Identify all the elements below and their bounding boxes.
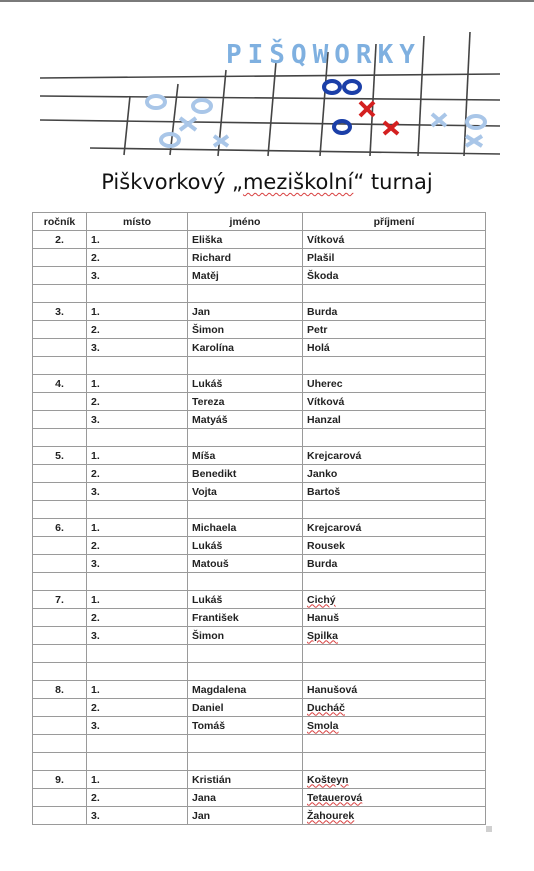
table-row-blank: [33, 429, 486, 447]
last-name-cell: [303, 411, 486, 429]
empty-cell: [33, 753, 87, 771]
grade-cell: [33, 609, 87, 627]
table-row: [33, 627, 486, 645]
empty-cell: [87, 429, 188, 447]
last-name-text: Košteyn: [307, 773, 349, 786]
results-table: [32, 212, 486, 825]
place-cell: 3.: [87, 411, 188, 429]
last-name-cell: [303, 465, 486, 483]
empty-cell: [33, 573, 87, 591]
grade-cell: [33, 807, 87, 825]
table-row: [33, 555, 486, 573]
top-rule: [0, 0, 534, 2]
grade-cell: 8.: [33, 681, 87, 699]
page-title: [0, 170, 534, 194]
column-header-first-name: jméno: [188, 213, 303, 231]
empty-cell: [188, 285, 303, 303]
first-name-cell: Jana: [188, 789, 303, 807]
grade-cell: 7.: [33, 591, 87, 609]
place-cell: 2.: [87, 393, 188, 411]
place-cell: 2.: [87, 699, 188, 717]
table-row: [33, 339, 486, 357]
place-cell: 3.: [87, 555, 188, 573]
empty-cell: [33, 357, 87, 375]
grade-cell: 9.: [33, 771, 87, 789]
grade-cell: [33, 411, 87, 429]
place-cell: 3.: [87, 267, 188, 285]
last-name-text: Hanušová: [307, 683, 358, 696]
grade-cell: [33, 483, 87, 501]
grade-cell: [33, 717, 87, 735]
last-name-cell: [303, 249, 486, 267]
first-name-cell: Magdalena: [188, 681, 303, 699]
place-cell: 1.: [87, 519, 188, 537]
empty-cell: [87, 357, 188, 375]
last-name-cell: [303, 519, 486, 537]
grade-cell: 5.: [33, 447, 87, 465]
first-name-cell: Jan: [188, 303, 303, 321]
grade-cell: 2.: [33, 231, 87, 249]
last-name-cell: [303, 627, 486, 645]
last-name-cell: [303, 789, 486, 807]
empty-cell: [303, 357, 486, 375]
last-name-text: Holá: [307, 341, 330, 354]
first-name-cell: Lukáš: [188, 591, 303, 609]
place-cell: 1.: [87, 771, 188, 789]
last-name-text: Cichý: [307, 593, 336, 606]
last-name-cell: [303, 699, 486, 717]
place-cell: 1.: [87, 447, 188, 465]
last-name-cell: [303, 537, 486, 555]
empty-cell: [188, 645, 303, 663]
last-name-cell: [303, 807, 486, 825]
table-row: [33, 681, 486, 699]
grade-cell: 3.: [33, 303, 87, 321]
first-name-cell: Matyáš: [188, 411, 303, 429]
results-body: [33, 231, 486, 825]
empty-cell: [87, 735, 188, 753]
grade-cell: 4.: [33, 375, 87, 393]
last-name-cell: [303, 555, 486, 573]
last-name-text: Krejcarová: [307, 449, 362, 462]
empty-cell: [188, 573, 303, 591]
page-corner-mark: [486, 826, 492, 832]
last-name-text: Krejcarová: [307, 521, 362, 534]
empty-cell: [87, 285, 188, 303]
empty-cell: [303, 735, 486, 753]
last-name-cell: [303, 303, 486, 321]
title-accent: meziškolní: [242, 170, 354, 194]
grade-cell: [33, 249, 87, 267]
table-row: [33, 303, 486, 321]
last-name-cell: [303, 483, 486, 501]
first-name-cell: Vojta: [188, 483, 303, 501]
empty-cell: [33, 501, 87, 519]
last-name-cell: [303, 609, 486, 627]
first-name-cell: Jan: [188, 807, 303, 825]
first-name-cell: Karolína: [188, 339, 303, 357]
table-row: [33, 321, 486, 339]
last-name-cell: [303, 375, 486, 393]
place-cell: 3.: [87, 717, 188, 735]
table-row-blank: [33, 645, 486, 663]
table-row: [33, 519, 486, 537]
first-name-cell: Míša: [188, 447, 303, 465]
place-cell: 2.: [87, 321, 188, 339]
table-row-blank: [33, 285, 486, 303]
empty-cell: [87, 573, 188, 591]
table-row-blank: [33, 501, 486, 519]
empty-cell: [303, 285, 486, 303]
empty-cell: [303, 753, 486, 771]
table-row-blank: [33, 735, 486, 753]
table-row: [33, 807, 486, 825]
first-name-cell: Eliška: [188, 231, 303, 249]
empty-cell: [303, 573, 486, 591]
empty-cell: [303, 663, 486, 681]
column-header-grade: ročník: [33, 213, 87, 231]
place-cell: 3.: [87, 807, 188, 825]
grade-cell: [33, 465, 87, 483]
title-pre: Piškvorkový „: [101, 170, 243, 194]
last-name-cell: [303, 771, 486, 789]
place-cell: 2.: [87, 249, 188, 267]
first-name-cell: Tereza: [188, 393, 303, 411]
last-name-text: Vítková: [307, 395, 345, 408]
logo-text: PIŠQWORKY: [226, 40, 421, 70]
empty-cell: [33, 285, 87, 303]
grade-cell: [33, 393, 87, 411]
place-cell: 2.: [87, 789, 188, 807]
place-cell: 3.: [87, 627, 188, 645]
empty-cell: [188, 357, 303, 375]
first-name-cell: Benedikt: [188, 465, 303, 483]
last-name-cell: [303, 681, 486, 699]
place-cell: 1.: [87, 375, 188, 393]
table-row: [33, 393, 486, 411]
empty-cell: [188, 753, 303, 771]
place-cell: 3.: [87, 339, 188, 357]
grade-cell: 6.: [33, 519, 87, 537]
table-row: [33, 249, 486, 267]
last-name-text: Hanzal: [307, 413, 341, 426]
empty-cell: [303, 429, 486, 447]
last-name-cell: [303, 321, 486, 339]
last-name-text: Tetauerová: [307, 791, 363, 804]
place-cell: 2.: [87, 609, 188, 627]
last-name-text: Petr: [307, 323, 328, 336]
table-row-blank: [33, 753, 486, 771]
first-name-cell: Lukáš: [188, 537, 303, 555]
empty-cell: [33, 663, 87, 681]
grade-cell: [33, 627, 87, 645]
last-name-text: Burda: [307, 557, 338, 570]
table-row: [33, 267, 486, 285]
last-name-text: Žahourek: [307, 809, 355, 822]
last-name-cell: [303, 717, 486, 735]
last-name-text: Hanuš: [307, 611, 340, 624]
empty-cell: [87, 501, 188, 519]
last-name-text: Škoda: [307, 269, 339, 282]
grade-cell: [33, 789, 87, 807]
first-name-cell: Michaela: [188, 519, 303, 537]
last-name-cell: [303, 267, 486, 285]
grade-cell: [33, 321, 87, 339]
empty-cell: [188, 663, 303, 681]
table-row-blank: [33, 573, 486, 591]
last-name-text: Uherec: [307, 377, 343, 390]
table-row: [33, 483, 486, 501]
place-cell: 2.: [87, 465, 188, 483]
grade-cell: [33, 555, 87, 573]
empty-cell: [303, 501, 486, 519]
grade-cell: [33, 537, 87, 555]
last-name-text: Spilka: [307, 629, 338, 642]
place-cell: 3.: [87, 483, 188, 501]
last-name-cell: [303, 447, 486, 465]
place-cell: 2.: [87, 537, 188, 555]
table-row: [33, 789, 486, 807]
last-name-text: Bartoš: [307, 485, 341, 498]
last-name-cell: [303, 591, 486, 609]
last-name-cell: [303, 231, 486, 249]
grade-cell: [33, 339, 87, 357]
empty-cell: [188, 429, 303, 447]
table-row: [33, 231, 486, 249]
table-row: [33, 771, 486, 789]
first-name-cell: Tomáš: [188, 717, 303, 735]
table-header-row: [33, 213, 486, 231]
last-name-text: Plašil: [307, 251, 335, 264]
first-name-cell: Šimon: [188, 627, 303, 645]
table-row: [33, 447, 486, 465]
first-name-cell: Richard: [188, 249, 303, 267]
first-name-cell: Daniel: [188, 699, 303, 717]
place-cell: 1.: [87, 591, 188, 609]
last-name-text: Smola: [307, 719, 339, 732]
empty-cell: [87, 663, 188, 681]
empty-cell: [87, 645, 188, 663]
empty-cell: [303, 645, 486, 663]
place-cell: 1.: [87, 681, 188, 699]
last-name-text: Vítková: [307, 233, 345, 246]
table-row: [33, 465, 486, 483]
table-row: [33, 411, 486, 429]
table-row: [33, 591, 486, 609]
empty-cell: [33, 429, 87, 447]
column-header-place: místo: [87, 213, 188, 231]
first-name-cell: Matěj: [188, 267, 303, 285]
grade-cell: [33, 699, 87, 717]
place-cell: 1.: [87, 231, 188, 249]
first-name-cell: Kristián: [188, 771, 303, 789]
grade-cell: [33, 267, 87, 285]
table-row: [33, 375, 486, 393]
table-row: [33, 609, 486, 627]
first-name-cell: Šimon: [188, 321, 303, 339]
empty-cell: [87, 753, 188, 771]
last-name-cell: [303, 339, 486, 357]
last-name-text: Rousek: [307, 539, 345, 552]
empty-cell: [33, 735, 87, 753]
first-name-cell: František: [188, 609, 303, 627]
table-row: [33, 537, 486, 555]
first-name-cell: Lukáš: [188, 375, 303, 393]
title-post: “ turnaj: [353, 170, 433, 194]
last-name-text: Burda: [307, 305, 338, 318]
empty-cell: [33, 645, 87, 663]
empty-cell: [188, 501, 303, 519]
table-row-blank: [33, 357, 486, 375]
place-cell: 1.: [87, 303, 188, 321]
last-name-text: Ducháč: [307, 701, 345, 714]
table-row: [33, 699, 486, 717]
table-row: [33, 717, 486, 735]
table-row-blank: [33, 663, 486, 681]
empty-cell: [188, 735, 303, 753]
last-name-cell: [303, 393, 486, 411]
first-name-cell: Matouš: [188, 555, 303, 573]
column-header-last-name: příjmení: [303, 213, 486, 231]
last-name-text: Janko: [307, 467, 338, 480]
